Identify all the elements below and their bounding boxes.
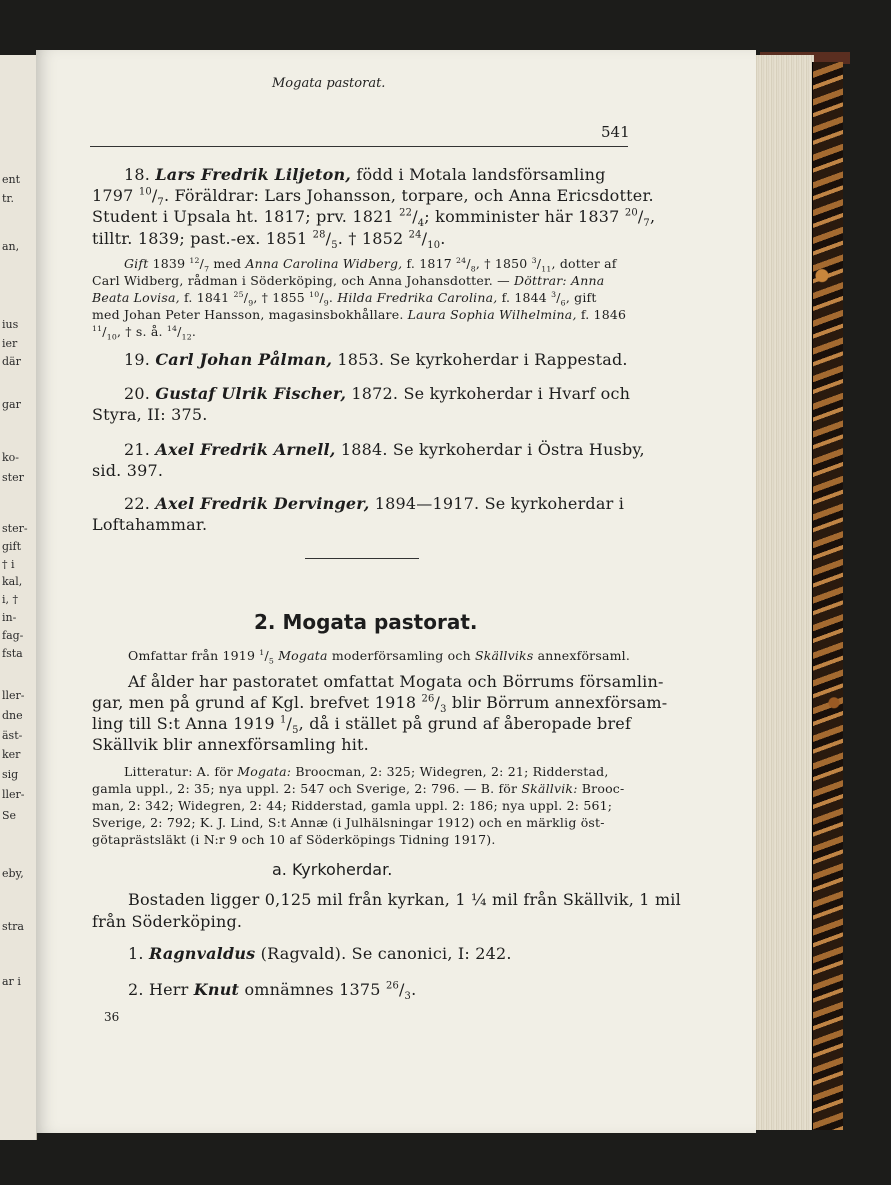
literature-line-1: Litteratur: A. för Mogata: Broocman, 2: 325; Widegren, 2: 21; Ridderstad, [124, 764, 609, 779]
signature-mark: 36 [104, 1010, 120, 1024]
margin-fragment: gift [2, 540, 22, 553]
page-edges [752, 55, 814, 1130]
margin-fragment: stra [2, 920, 24, 933]
margin-fragment: ier [2, 337, 18, 350]
margin-fragment: Se [2, 809, 17, 822]
margin-fragment: ker [2, 748, 21, 761]
running-head: Mogata pastorat. [272, 76, 386, 91]
margin-fragment: gar [2, 398, 21, 411]
omfattar-line: Omfattar från 1919 $^1/_5$ Mogata moderförsamling och Skällviks annexförsaml. [128, 647, 631, 666]
margin-fragment: an, [2, 240, 20, 253]
gift-line-1: Gift 1839 $^{12}/_7$ med Anna Carolina Widberg, f. 1817 $^{24}/_8$, † 1850 $^3/_{11}$, dotter af [124, 255, 617, 274]
margin-fragment: ller- [2, 689, 25, 702]
gift-line-2: Carl Widberg, rådman i Söderköping, och Anna Johansdotter. — Döttrar: Anna [92, 273, 605, 288]
margin-fragment: där [2, 355, 21, 368]
bostaden-line-2: från Söderköping. [92, 912, 243, 931]
person-name: Carl Johan Pålman, [155, 350, 333, 369]
section-title: 2. Mogata pastorat. [254, 610, 478, 634]
entry-18-line-3: Student i Upsala ht. 1817; prv. 1821 $^{22}/_4$; komminister här 1837 $^{20}/_7$, [92, 207, 656, 230]
entry-18-line-4: tilltr. 1839; past.-ex. 1851 $^{28}/_5$. † 1852 $^{24}/_{10}$. [92, 229, 446, 252]
history-line-3: ling till S:t Anna 1919 $^1/_5$, då i stället på grund af åberopade bref [92, 714, 632, 737]
entry-18-line-1: 18. Lars Fredrik Liljeton, född i Motala landsförsamling [124, 165, 606, 184]
kyrkoherde-entry-2: 2. Herr Knut omnämnes 1375 $^{26}/_3$. [128, 980, 417, 1003]
literature-line-5: götaprästsläkt (i N:r 9 och 10 af Söderköpings Tidning 1917). [92, 832, 496, 847]
gift-line-4: med Johan Peter Hansson, magasinsbokhållare. Laura Sophia Wilhelmina, f. 1846 [92, 307, 627, 322]
margin-fragment: ent [2, 173, 21, 186]
kyrkoherde-entry-1: 1. Ragnvaldus (Ragvald). Se canonici, I: 242. [128, 944, 512, 963]
bostaden-line-1: Bostaden ligger 0,125 mil från kyrkan, 1 ¼ mil från Skällvik, 1 mil [128, 890, 681, 909]
margin-fragment: ko- [2, 451, 20, 464]
person-name: Axel Fredrik Arnell, [155, 440, 336, 459]
person-name: Axel Fredrik Dervinger, [155, 494, 370, 513]
separator-rule [305, 558, 419, 559]
margin-fragment: i, † [2, 593, 19, 606]
entry-20-line-2: Styra, II: 375. [92, 405, 208, 424]
header-rule [90, 146, 628, 147]
margin-fragment: tr. [2, 192, 14, 205]
margin-fragment: ius [2, 318, 19, 331]
margin-fragment: ster- [2, 522, 28, 535]
person-name: Gustaf Ulrik Fischer, [155, 384, 347, 403]
margin-fragment: ster [2, 471, 24, 484]
entry-18-line-2: 1797 $^{10}/_7$. Föräldrar: Lars Johansson, torpare, och Anna Ericsdotter. [92, 186, 654, 209]
margin-fragment: dne [2, 709, 23, 722]
margin-fragment: ller- [2, 788, 25, 801]
history-line-1: Af ålder har pastoratet omfattat Mogata och Börrums församlin- [128, 672, 664, 691]
literature-line-3: man, 2: 342; Widegren, 2: 44; Ridderstad, gamla uppl. 2: 186; nya uppl. 2: 561; [92, 798, 613, 813]
history-line-4: Skällvik blir annexförsamling hit. [92, 735, 369, 754]
entry-19: 19. Carl Johan Pålman, 1853. Se kyrkoherdar i Rappestad. [124, 350, 628, 369]
margin-fragment: in- [2, 611, 17, 624]
person-name: Ragnvaldus [148, 944, 256, 963]
entry-21-line-1: 21. Axel Fredrik Arnell, 1884. Se kyrkoherdar i Östra Husby, [124, 440, 645, 459]
margin-fragment: sig [2, 768, 19, 781]
entry-22-line-2: Loftahammar. [92, 515, 208, 534]
margin-fragment: eby, [2, 867, 24, 880]
margin-fragment: † i [2, 558, 15, 571]
margin-fragment: fag- [2, 629, 24, 642]
person-name: Knut [193, 980, 240, 999]
margin-fragment: ar i [2, 975, 21, 988]
literature-line-4: Sverige, 2: 792; K. J. Lind, S:t Annæ (i Julhälsningar 1912) och en märklig öst- [92, 815, 605, 830]
margin-fragment: äst- [2, 729, 23, 742]
gift-line-5: $^{11}/_{10}$, † s. å. $^{14}/_{12}$. [92, 323, 197, 342]
gift-line-3: Beata Lovisa, f. 1841 $^{25}/_9$, † 1855 $^{10}/_9$. Hilda Fredrika Carolina, f. 1844 $^3/_6$, gift [92, 289, 597, 308]
history-line-2: gar, men på grund af Kgl. brefvet 1918 $^{26}/_3$ blir Börrum annexförsam- [92, 693, 668, 716]
entry-22-line-1: 22. Axel Fredrik Dervinger, 1894—1917. Se kyrkoherdar i [124, 494, 625, 513]
marbled-cover [812, 62, 843, 1130]
entry-20-line-1: 20. Gustaf Ulrik Fischer, 1872. Se kyrkoherdar i Hvarf och [124, 384, 631, 403]
margin-fragment: fsta [2, 647, 23, 660]
page-number: 541 [601, 123, 630, 141]
margin-fragment: kal, [2, 575, 23, 588]
subsection-title: a. Kyrkoherdar. [272, 860, 393, 879]
left-facing-page [0, 55, 37, 1140]
entry-21-line-2: sid. 397. [92, 461, 164, 480]
literature-line-2: gamla uppl., 2: 35; nya uppl. 2: 547 och Sverige, 2: 796. — B. för Skällvik: Brooc- [92, 781, 625, 796]
person-name: Lars Fredrik Liljeton, [155, 165, 352, 184]
